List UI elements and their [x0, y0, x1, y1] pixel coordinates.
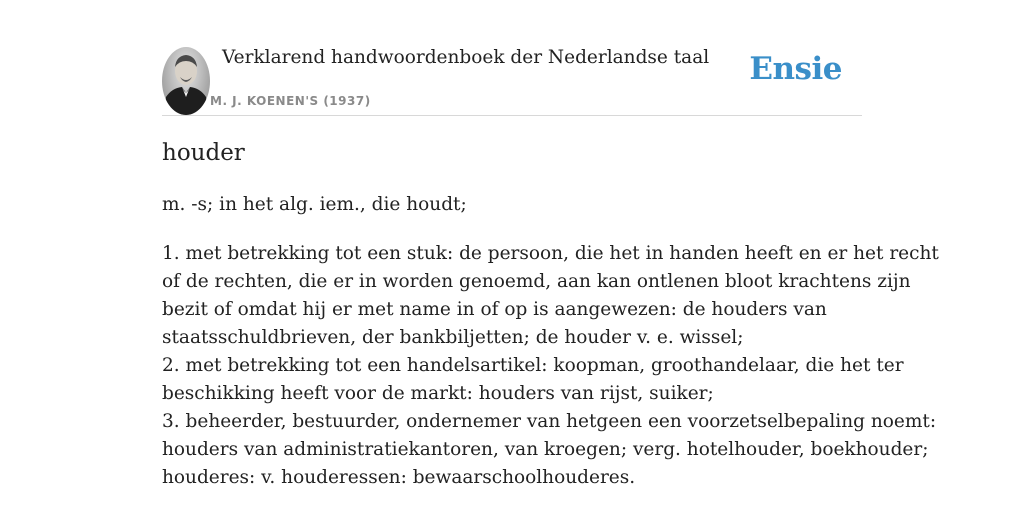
portrait-image: [162, 47, 210, 115]
entry-headword: houder: [162, 140, 245, 166]
page-header: [162, 45, 862, 116]
definition-line: of de rechten, die er in worden genoemd, aan kan ontlenen bloot krachtens zijn: [162, 271, 911, 292]
definition-line: 1. met betrekking tot een stuk: de persoon, die het in handen heeft en er het recht: [162, 243, 939, 264]
author-portrait: [162, 47, 210, 115]
entry-grammar: m. -s; in het alg. iem., die houdt;: [162, 194, 467, 215]
definition-line: houderes: v. houderessen: bewaarschoolhouderes.: [162, 467, 636, 488]
ensie-logo[interactable]: Ensie: [749, 51, 842, 87]
dictionary-author: M. J. KOENEN'S (1937): [210, 94, 371, 108]
definition-line: houders van administratiekantoren, van kroegen; verg. hotelhouder, boekhouder;: [162, 439, 929, 460]
definition-line: staatsschuldbrieven, der bankbiljetten; de houder v. e. wissel;: [162, 327, 744, 348]
dictionary-title[interactable]: Verklarend handwoordenboek der Nederlandse taal: [222, 47, 710, 68]
definition-line: 3. beheerder, bestuurder, ondernemer van hetgeen een voorzetselbepaling noemt:: [162, 411, 937, 432]
definition-line: bezit of omdat hij er met name in of op is aangewezen: de houders van: [162, 299, 827, 320]
definition-line: 2. met betrekking tot een handelsartikel: koopman, groothandelaar, die het ter: [162, 355, 904, 376]
entry-definitions: [162, 240, 939, 492]
definition-line: beschikking heeft voor de markt: houders van rijst, suiker;: [162, 383, 714, 404]
